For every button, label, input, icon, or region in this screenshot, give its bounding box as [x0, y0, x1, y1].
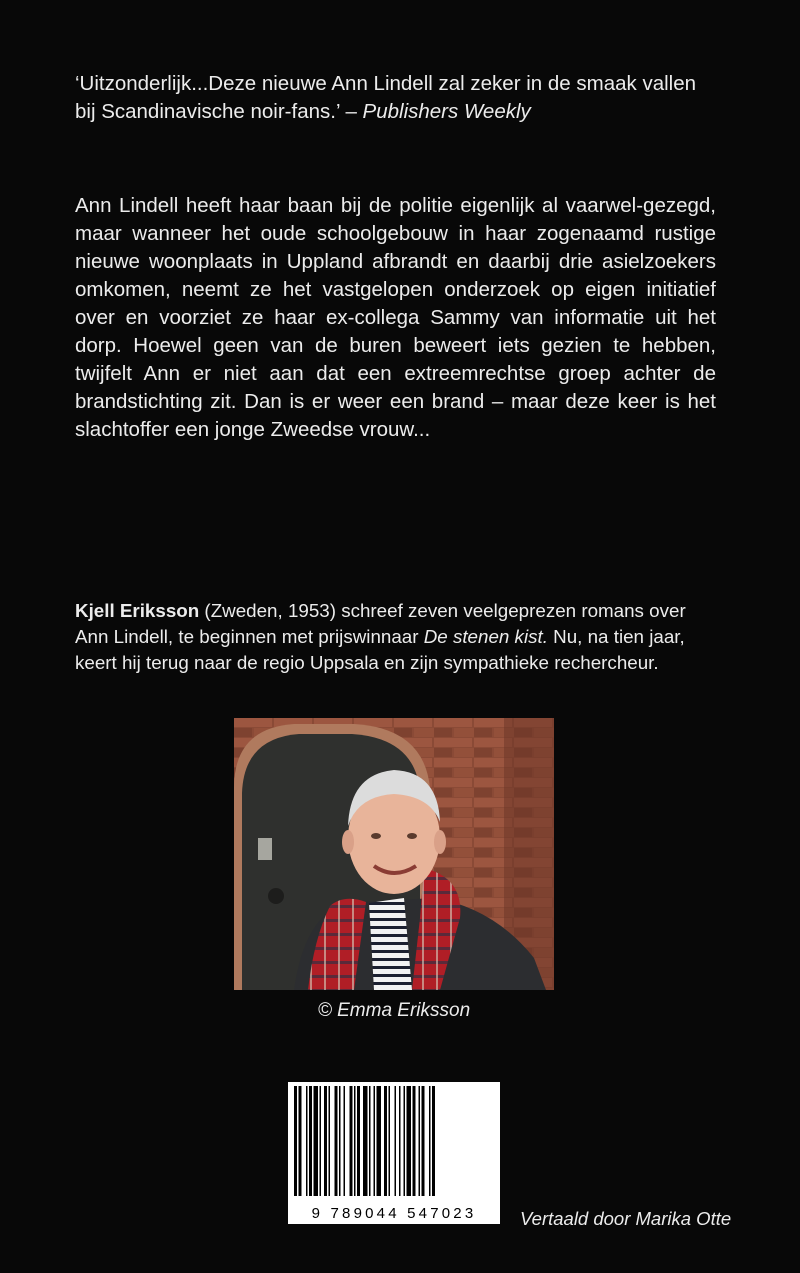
- review-quote: [75, 70, 716, 126]
- translator-credit: Vertaald door Marika Otte: [520, 1208, 732, 1229]
- bio-text-before: (Zweden, 1953) schreef zeven veelgeprezen romans over Ann Lindell, te beginnen met prijswinnaar: [75, 600, 686, 647]
- author-name: Kjell Eriksson: [75, 600, 200, 621]
- quote-source: Publishers Weekly: [362, 100, 531, 123]
- photo-credit: © Emma Eriksson: [317, 1000, 471, 1021]
- isbn-barcode: [288, 1082, 500, 1224]
- blurb-text: Ann Lindell heeft haar baan bij de politie eigenlijk al vaarwel-gezegd, maar wanneer het oude schoolgebouw in haar zogenaamd rustige nieuwe woonplaats in Uppland afbrandt en daarbij drie asielzoekers omkomen, neemt ze het vastgelopen onderzoek op eigen initiatief over en voorziet ze haar ex-collega Sammy van informatie uit het dorp. Hoewel geen van de buren beweert iets gezien te hebben, twijfelt Ann er niet aan dat een extreemrechtse groep achter de brandstichting zit. Dan is er weer een brand – maar deze keer is het slachtoffer een jonge Zweedse vrouw...: [75, 194, 716, 441]
- quote-text: ‘Uitzonderlijk...Deze nieuwe Ann Lindell zal zeker in de smaak vallen bij Scandinavische noir-fans.’: [75, 72, 697, 123]
- bio-text-after: Nu, na tien jaar, keert hij terug naar de regio Uppsala en zijn sympathieke rechercheur.: [75, 626, 685, 673]
- book-blurb: [75, 192, 716, 444]
- quote-separator: –: [339, 100, 363, 123]
- barcode-bars-icon: [288, 1082, 500, 1200]
- author-bio: [75, 598, 716, 676]
- author-photo: [234, 718, 554, 990]
- author-portrait-image: [234, 718, 554, 990]
- award-book-title: De stenen kist.: [423, 626, 548, 647]
- isbn-digits: 9 789044 547023: [311, 1205, 477, 1222]
